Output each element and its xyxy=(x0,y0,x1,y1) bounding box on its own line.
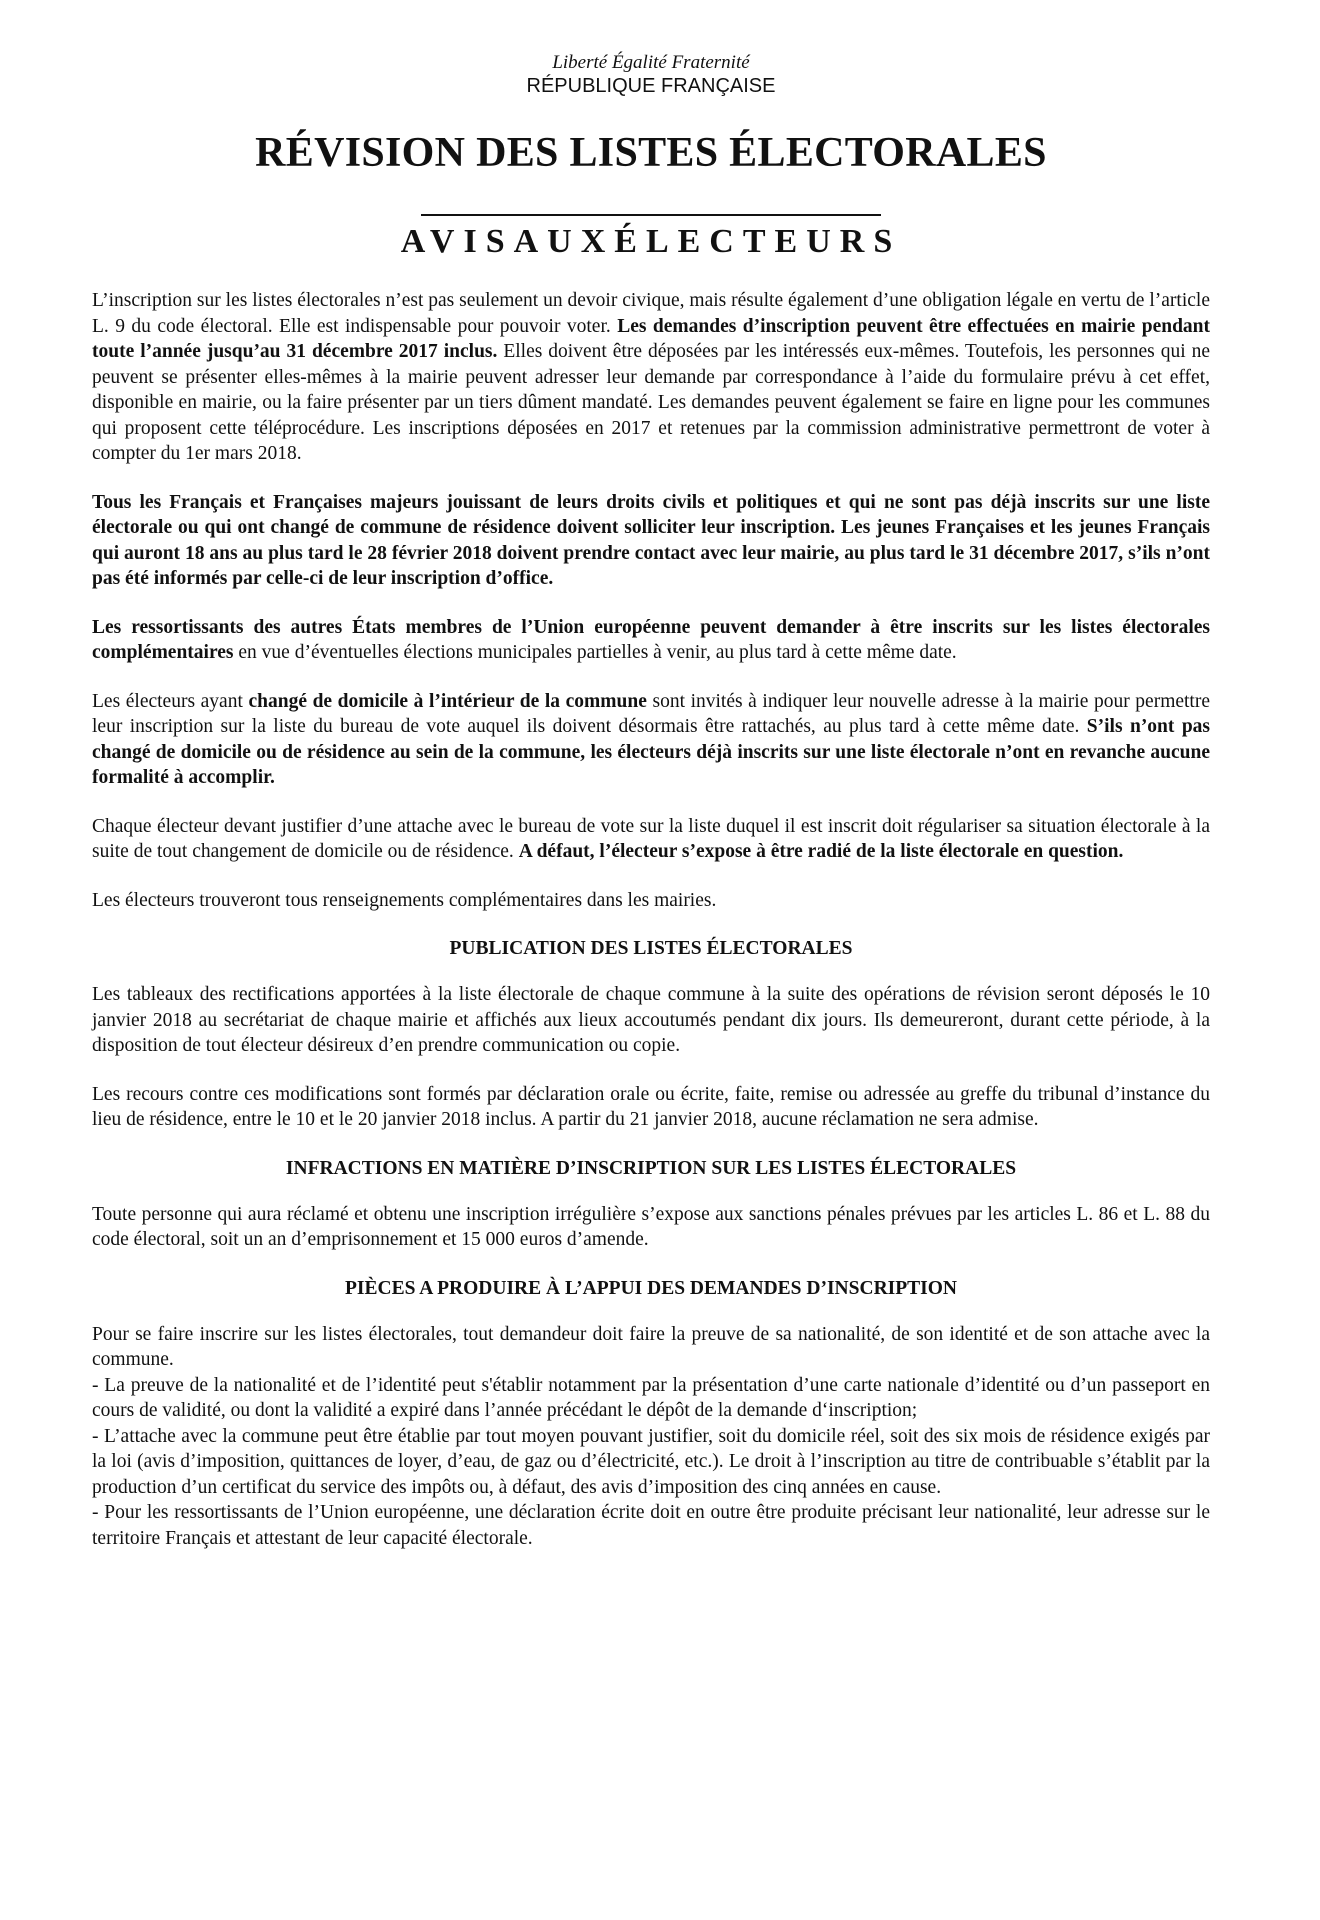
intro-p5-text-a: Chaque électeur devant justifier d’une attache avec le bureau de vote sur la liste duquel il est inscrit doit régulariser sa situation électorale à la suite de tout changement de domicile ou de résidence. xyxy=(92,815,1210,862)
intro-p1-text-a: L’inscription sur les listes électorales n’est pas seulement un devoir civique, mais résulte également d’une obligation légale en vertu de l’article L. 9 du code électoral. Elle est indispensable pour pouvoir voter. xyxy=(92,290,1210,337)
intro-paragraph-1 xyxy=(92,288,1210,467)
intro-paragraph-5 xyxy=(92,814,1210,865)
intro-paragraph-4 xyxy=(92,689,1210,791)
intro-p3-text-bold: Les ressortissants des autres États membres de l’Union européenne peuvent demander à être inscrits sur les listes électorales complémentaires xyxy=(92,616,1210,663)
page-subtitle: AVISAUXÉLECTEURS xyxy=(400,223,902,260)
intro-p4-text-bold-d: S’ils n’ont pas changé de domicile ou de résidence au sein de la commune, les électeurs déjà inscrits sur une liste électorale n’ont en revanche aucune formalité à accomplir. xyxy=(92,716,1210,788)
publication-paragraph-1: Les tableaux des rectifications apportées à la liste électorale de chaque commune à la suite des opérations de révision seront déposés le 10 janvier 2018 au secrétariat de chaque mairie et affichés aux lieux accoutumés pendant dix jours. Ils demeureront, durant cette période, à la disposition de tout électeur désireux d’en prendre communication ou copie. xyxy=(92,984,1210,1056)
infractions-paragraph-1: Toute personne qui aura réclamé et obtenu une inscription irrégulière s’expose aux sanctions pénales prévues par les articles L. 86 et L. 88 du code électoral, soit un an d’emprisonnement et 15 000 euros d’amende. xyxy=(92,1203,1210,1250)
publication-heading: PUBLICATION DES LISTES ÉLECTORALES xyxy=(449,938,853,959)
page-title: RÉVISION DES LISTES ÉLECTORALES xyxy=(255,130,1047,176)
infractions-heading: INFRACTIONS EN MATIÈRE D’INSCRIPTION SUR LES LISTES ÉLECTORALES xyxy=(285,1157,1017,1179)
intro-paragraph-3 xyxy=(92,615,1210,666)
republic-name: RÉPUBLIQUE FRANÇAISE xyxy=(526,75,776,97)
intro-p1-text-bold: Les demandes d’inscription peuvent être effectuées en mairie pendant toute l’année jusqu’au 31 décembre 2017 inclus. xyxy=(92,315,1210,362)
intro-p3-text: en vue d’éventuelles élections municipales partielles à venir, au plus tard à cette même date. xyxy=(233,642,957,663)
intro-paragraph-2 xyxy=(92,490,1210,592)
intro-p4-text-bold-b: changé de domicile à l’intérieur de la commune xyxy=(248,690,647,712)
pieces-paragraph-2: - La preuve de la nationalité et de l’identité peut s'établir notamment par la présentation d’une carte nationale d’identité ou d’un passeport en cours de validité, ou dont la validité a expiré dans l’année précédant le dépôt de la demande d‘inscription; xyxy=(92,1374,1210,1421)
pieces-heading: PIÈCES A PRODUIRE À L’APPUI DES DEMANDES D’INSCRIPTION xyxy=(345,1277,957,1299)
intro-p4-text-a: Les électeurs ayant xyxy=(92,690,249,712)
pieces-paragraph-3: - L’attache avec la commune peut être établie par tout moyen pouvant justifier, soit du domicile réel, soit des six mois de résidence exigés par la loi (avis d’imposition, quittances de loyer, d’eau, de gaz ou d’électricité, etc.). Le droit à l’inscription au titre de contribuable s’établit par la production d’un certificat du service des impôts ou, à défaut, des avis d’imposition des cinq années en cause. xyxy=(92,1425,1210,1498)
publication-paragraph-2: Les recours contre ces modifications sont formés par déclaration orale ou écrite, faite, remise ou adressée au greffe du tribunal d’instance du lieu de résidence, entre le 10 et le 20 janvier 2018 inclus. A partir du 21 janvier 2018, aucune réclamation ne sera admise. xyxy=(92,1083,1210,1130)
intro-p2-text-bold: Tous les Français et Françaises majeurs jouissant de leurs droits civils et politiques et qui ne sont pas déjà inscrits sur une liste électorale ou qui ont changé de commune de résidence doivent solliciter leur inscription. Les jeunes Françaises et les jeunes Français qui auront 18 ans au plus tard le 28 février 2018 doivent prendre contact avec leur mairie, au plus tard le 31 décembre 2017, s’ils n’ont pas été informés par celle-ci de leur inscription d’office. xyxy=(92,491,1210,589)
intro-paragraph-6: Les électeurs trouveront tous renseignements complémentaires dans les mairies. xyxy=(92,889,717,911)
republic-motto: Liberté Égalité Fraternité xyxy=(552,52,750,73)
intro-p5-text-bold: A défaut, l’électeur s’expose à être radié de la liste électorale en question. xyxy=(518,841,1124,862)
pieces-paragraph-4: - Pour les ressortissants de l’Union européenne, une déclaration écrite doit en outre être produite précisant leur nationalité, leur adresse sur le territoire Français et attestant de leur capacité électorale. xyxy=(92,1502,1210,1549)
title-divider xyxy=(421,214,881,216)
intro-p4-text-c: sont invités à indiquer leur nouvelle adresse à la mairie pour permettre leur inscription sur la liste du bureau de vote auquel ils doivent désormais être rattachés, au plus tard à cette même date. xyxy=(92,690,1210,737)
pieces-paragraph-1: Pour se faire inscrire sur les listes électorales, tout demandeur doit faire la preuve de sa nationalité, de son identité et de son attache avec la commune. xyxy=(92,1323,1210,1370)
intro-p1-text-c: Elles doivent être déposées par les intéressés eux-mêmes. Toutefois, les personnes qui ne peuvent se présenter elles-mêmes à la mairie peuvent adresser leur demande par correspondance à l’aide du formulaire prévu à cet effet, disponible en mairie, ou la faire présenter par un tiers dûment mandaté. Les demandes peuvent également se faire en ligne pour les communes qui proposent cette téléprocédure. Les inscriptions déposées en 2017 et retenues par la commission administrative permettront de voter à compter du 1er mars 2018. xyxy=(92,341,1210,464)
